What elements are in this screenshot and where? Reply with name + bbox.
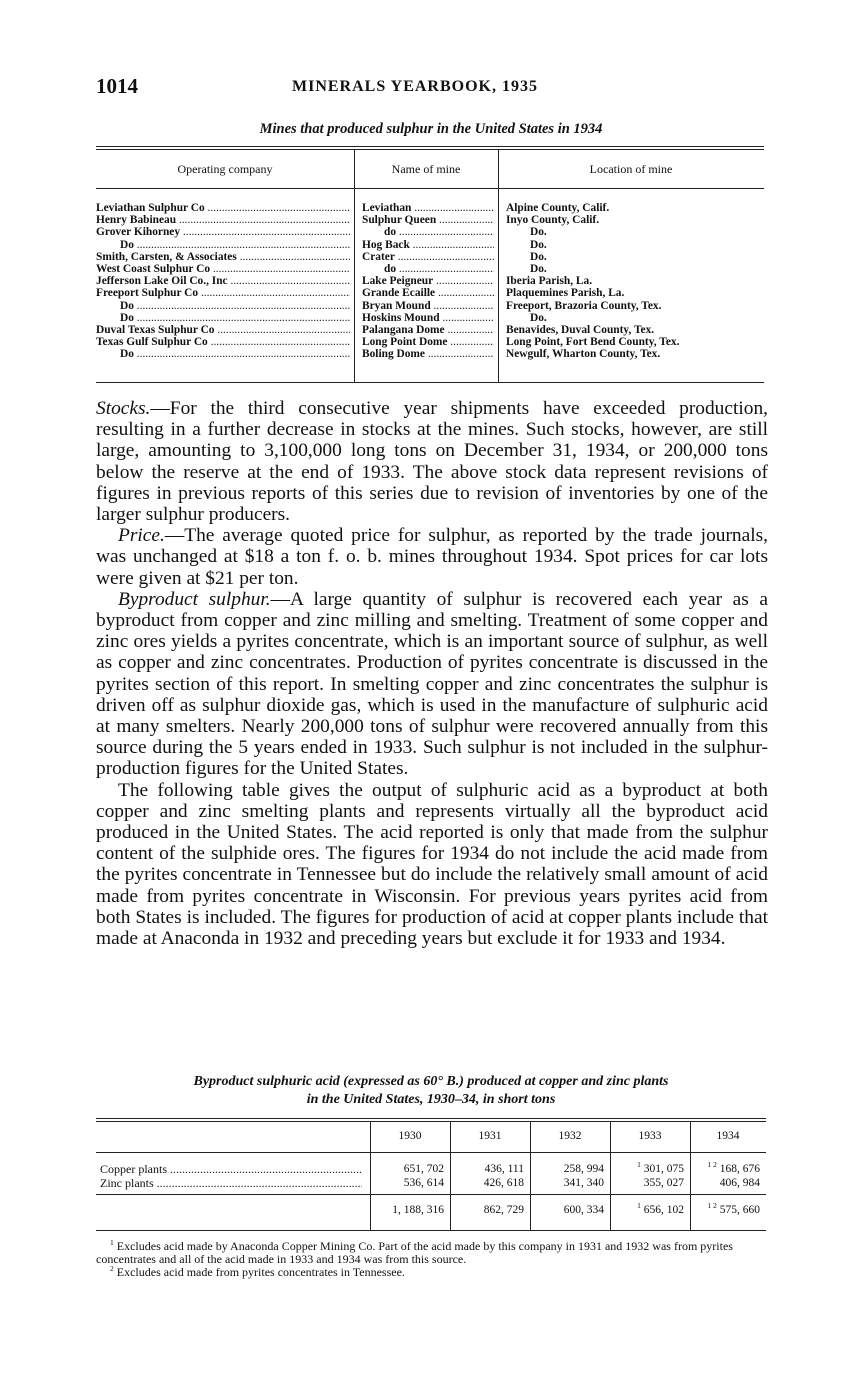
table-cell xyxy=(637,1160,684,1175)
table-cell: Jefferson Lake Oil Co., Inc ..... xyxy=(96,275,350,287)
body-text xyxy=(96,398,768,949)
total-cell xyxy=(484,1204,524,1216)
table-cell: Plaquemines Parish, La. xyxy=(506,287,625,300)
table-cell xyxy=(484,1177,524,1189)
table-cell: Do ..... xyxy=(96,239,350,251)
table-cell: Crater ..... xyxy=(362,251,494,263)
value: 575, 660 xyxy=(719,1204,760,1216)
value: 1, 188, 316 xyxy=(392,1204,444,1216)
table-cell: Lake Peigneur ..... xyxy=(362,275,494,287)
stocks-heading: Stocks. xyxy=(96,398,151,419)
table1-caption: Mines that produced sulphur in the United States in 1934 xyxy=(259,121,603,137)
footnote-text: Excludes acid made from pyrites concentrates in Tennessee. xyxy=(116,1265,405,1279)
table-cell: Inyo County, Calif. xyxy=(506,214,600,227)
row-label-copper: Copper plants ..... xyxy=(100,1162,362,1177)
price-heading: Price. xyxy=(118,525,165,547)
value: 355, 027 xyxy=(643,1177,684,1189)
table-cell: Henry Babineau ..... xyxy=(96,214,350,226)
value: 862, 729 xyxy=(483,1204,524,1216)
footnote-text: Excludes acid made by Anaconda Copper Mining Co. Part of the acid made by this company in 1931 and 1932 was from pyrites concentrates and all of the acid made in 1933 and 1934 was from this source. xyxy=(96,1239,733,1266)
table-cell: Leviathan Sulphur Co ..... xyxy=(96,202,350,214)
byproduct-text: —A large quantity of sulphur is recovered each year as a byproduct from copper and zinc milling and smelting. Treatment of some copper and zinc ores yields a pyrites concentrate, which is an important source of sulphur, as well as copper and zinc concentrates. Production of pyrites concentrate is discussed in the pyrites section of this report. In smelting copper and zinc concentrates the sulphur is driven off as sulphur dioxide gas, which is used in the manufacture of sulphuric acid at many smelters. Nearly 200,000 tons of sulphur were recovered annually from this source during the 5 years ended in 1933. Such sulphur is not included in the sulphur-production figures for the United States. xyxy=(96,588,768,780)
year-header: 1930 xyxy=(398,1130,422,1142)
table-cell: Do ..... xyxy=(96,348,350,360)
value: 258, 994 xyxy=(563,1163,604,1175)
table2-caption-line1: Byproduct sulphuric acid (expressed as 60° B.) produced at copper and zinc plants xyxy=(193,1074,669,1089)
table-intro-paragraph: The following table gives the output of sulphuric acid as a byproduct at both copper and zinc smelting plants and represents virtually all the byproduct acid produced in the United States. The acid reported is only that made from the sulphur content of the sulphide ores. The figures for 1934 do not include the acid made from the pyrites concentrate in Tennessee but do include the relatively small amount of acid made from pyrites concentrate in Wisconsin. For previous years pyrites acid from both States is included. The figures for production of acid at copper plants include that made at Anaconda in 1932 and preceding years but exclude it for 1933 and 1934. xyxy=(96,779,768,950)
table-cell: Alpine County, Calif. xyxy=(506,202,610,214)
table-cell: Smith, Carsten, & Associates ..... xyxy=(96,251,350,263)
footnote-marker: 2 xyxy=(110,1264,114,1273)
table2-caption-line2: in the United States, 1930–34, in short tons xyxy=(306,1092,556,1107)
table-cell: Benavides, Duval County, Tex. xyxy=(506,323,655,336)
sulphuric-acid-table xyxy=(96,1118,766,1233)
total-cell xyxy=(637,1201,684,1216)
table-cell: Do. xyxy=(530,250,547,263)
running-head: MINERALS YEARBOOK, 1935 xyxy=(292,78,538,95)
table-cell: Do. xyxy=(530,262,547,275)
location-column xyxy=(506,202,764,360)
total-cell xyxy=(707,1201,761,1216)
footnote-marker: 1 xyxy=(637,1160,641,1170)
table-cell: Newgulf, Wharton County, Tex. xyxy=(506,348,661,361)
total-cell xyxy=(392,1204,444,1216)
table-cell xyxy=(485,1163,524,1175)
footnotes xyxy=(96,1240,768,1279)
row-label-zinc: Zinc plants ..... xyxy=(100,1176,362,1191)
value: 168, 676 xyxy=(719,1163,760,1175)
byproduct-heading: Byproduct sulphur. xyxy=(118,588,271,610)
table-cell: Hog Back ..... xyxy=(362,239,494,251)
col-header-company: Operating company xyxy=(177,162,273,176)
table-cell: Leviathan ..... xyxy=(362,202,494,214)
table-cell: do ..... xyxy=(362,263,494,275)
table-cell: Sulphur Queen ..... xyxy=(362,214,494,226)
table-cell xyxy=(564,1177,604,1189)
table-cell: Do. xyxy=(530,311,547,324)
table-cell: Do ..... xyxy=(96,300,350,312)
stocks-paragraph xyxy=(96,398,768,525)
mine-column xyxy=(362,202,494,360)
year-header: 1933 xyxy=(638,1130,662,1142)
company-column xyxy=(96,202,350,360)
table-cell: Palangana Dome ..... xyxy=(362,324,494,336)
page-number: 1014 xyxy=(96,74,138,98)
table-cell: Duval Texas Sulphur Co ..... xyxy=(96,324,350,336)
table-cell: do ..... xyxy=(362,226,494,238)
table-cell: Long Point, Fort Bend County, Tex. xyxy=(506,336,680,349)
footnote-marker: 1 xyxy=(110,1238,114,1247)
byproduct-paragraph xyxy=(96,589,768,780)
table2-caption xyxy=(96,1073,766,1109)
footnote-marker: 1 2 xyxy=(707,1160,717,1170)
stocks-text: —For the third consecutive year shipments have exceeded production, resulting in a further decrease in stocks at the mines. Such stocks, however, are still large, amounting to 3,100,000 long tons on December 31, 1934, or 200,000 tons below the reserve at the end of 1933. The above stock data represent revisions of figures in previous reports of this series due to revision of inventories by one of the larger sulphur producers. xyxy=(96,398,768,526)
value: 341, 340 xyxy=(563,1177,604,1189)
table-cell: Long Point Dome ..... xyxy=(362,336,494,348)
table-cell xyxy=(644,1177,684,1189)
table-cell: Grover Kihorney ..... xyxy=(96,226,350,238)
footnote-marker: 1 xyxy=(637,1201,641,1211)
total-cell xyxy=(564,1204,604,1216)
price-paragraph xyxy=(96,525,768,589)
col-header-location: Location of mine xyxy=(589,162,673,176)
value: 656, 102 xyxy=(643,1204,684,1216)
price-text: —The average quoted price for sulphur, as reported by the trade journals, was unchanged at $18 a ton f. o. b. mines throughout 1934. Spot prices for car lots were given at $21 per ton. xyxy=(96,525,768,589)
year-header: 1934 xyxy=(716,1130,740,1142)
table-cell xyxy=(564,1163,604,1175)
page-header xyxy=(96,74,756,102)
table-cell: Freeport, Brazoria County, Tex. xyxy=(506,299,662,312)
value: 600, 334 xyxy=(563,1204,604,1216)
year-header: 1931 xyxy=(478,1130,502,1142)
table-cell: Do. xyxy=(530,238,547,251)
col-header-mine: Name of mine xyxy=(391,162,461,176)
value: 651, 702 xyxy=(403,1163,444,1175)
footnote-1 xyxy=(96,1240,768,1266)
table-cell: Iberia Parish, La. xyxy=(506,275,593,288)
table-cell: Grande Ecaille ..... xyxy=(362,287,494,299)
table-cell: Bryan Mound ..... xyxy=(362,300,494,312)
table-cell: Hoskins Mound ..... xyxy=(362,312,494,324)
footnote-2 xyxy=(96,1266,768,1279)
value: 536, 614 xyxy=(403,1177,444,1189)
table-cell: Boling Dome ..... xyxy=(362,348,494,360)
table-cell xyxy=(404,1177,444,1189)
table-cell: Texas Gulf Sulphur Co ..... xyxy=(96,336,350,348)
table-cell: Do. xyxy=(530,226,547,239)
table-cell xyxy=(720,1177,760,1189)
table-cell xyxy=(707,1160,761,1175)
table-cell: Do ..... xyxy=(96,312,350,324)
value: 406, 984 xyxy=(719,1177,760,1189)
year-header: 1932 xyxy=(558,1130,582,1142)
table-cell: West Coast Sulphur Co ..... xyxy=(96,263,350,275)
value: 301, 075 xyxy=(643,1163,684,1175)
footnote-marker: 1 2 xyxy=(707,1201,717,1211)
value: 426, 618 xyxy=(483,1177,524,1189)
sulphur-mines-table xyxy=(96,146,764,384)
value: 436, 111 xyxy=(484,1163,524,1175)
table-cell xyxy=(404,1163,444,1175)
table-cell: Freeport Sulphur Co ..... xyxy=(96,287,350,299)
